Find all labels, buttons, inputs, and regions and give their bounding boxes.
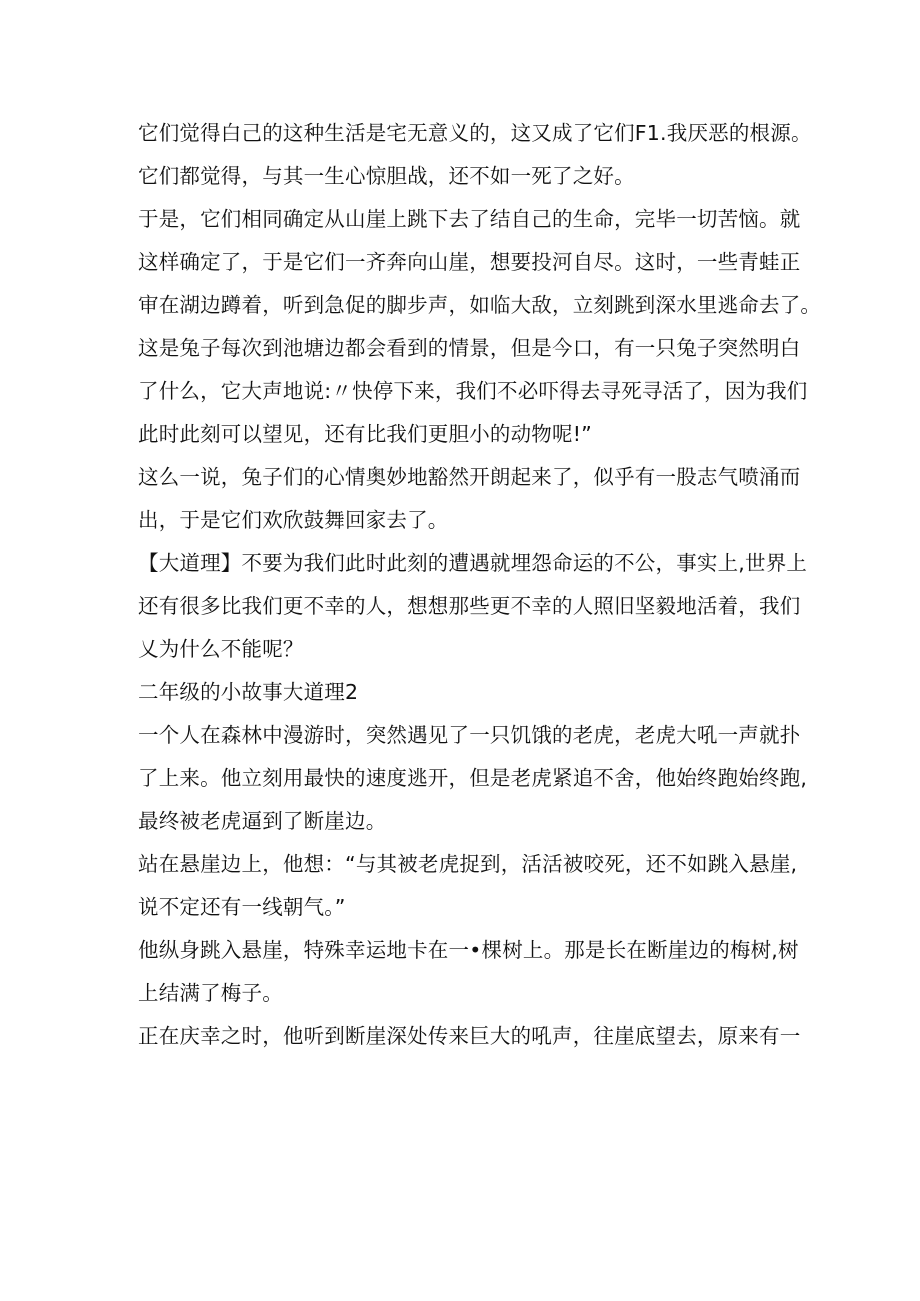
text-line: 他纵身跳入悬崖，特殊幸运地卡在一•棵树上。那是长在断崖边的梅树,树 — [138, 938, 799, 962]
text-line: 【大道理】不要为我们此时此刻的遭遇就埋怨命运的不公，事实上,世界上 — [138, 551, 808, 575]
text-line: 此时此刻可以望见，还有比我们更胆小的动物呢!” — [138, 422, 592, 446]
text-line: 于是，它们相同确定从山崖上跳下去了结自己的生命，完毕一切苦恼。就 — [138, 207, 801, 231]
text-line: 了什么，它大声地说:〃快停下来，我们不必吓得去寻死寻活了，因为我们 — [138, 379, 808, 403]
document-body — [138, 112, 822, 1058]
text-line: 正在庆幸之时，他听到断崖深处传来巨大的吼声，往崖底望去，原来有一 — [138, 1024, 801, 1048]
text-line: 一个人在森林中漫游时，突然遇见了一只饥饿的老虎，老虎大吼一声就扑 — [138, 723, 801, 747]
text-line: 出，于是它们欢欣鼓舞回家去了。 — [138, 508, 449, 532]
text-line: 审在湖边蹲着，听到急促的脚步声，如临大敌，立刻跳到深水里逃命去了。 — [138, 293, 822, 317]
text-line: 上结满了梅子。 — [138, 981, 283, 1005]
text-line: 乂为什么不能呢？ — [138, 637, 304, 661]
text-line: 最终被老虎逼到了断崖边。 — [138, 809, 387, 833]
text-line: 说不定还有一线朝气。” — [138, 895, 346, 919]
text-line: 它们觉得白己的这种生活是宅无意义的，这又成了它们F1.我厌恶的根源。 — [138, 121, 812, 145]
text-line: 了上来。他立刻用最快的速度逃开，但是老虎紧追不舍，他始终跑始终跑, — [138, 766, 808, 790]
text-line: 这么一说，兔子们的心情奥妙地豁然开朗起来了，似乎有一股志气喷涌而 — [138, 465, 801, 489]
text-line: 这是兔子每次到池塘边都会看到的情景，但是今口，有一只兔子突然明白 — [138, 336, 801, 360]
text-line: 它们都觉得，与其一生心惊胆战，还不如一死了之好。 — [138, 164, 635, 188]
text-line: 这样确定了，于是它们一齐奔向山崖，想要投河自尽。这时，一些青蛙正 — [138, 250, 801, 274]
section-heading: 二年级的小故事大道理2 — [138, 680, 359, 704]
text-line: 站在悬崖边上，他想：“与其被老虎捉到，活活被咬死，还不如跳入悬崖, — [138, 852, 798, 876]
text-line: 还有很多比我们更不幸的人，想想那些更不幸的人照旧坚毅地活着，我们 — [138, 594, 801, 618]
